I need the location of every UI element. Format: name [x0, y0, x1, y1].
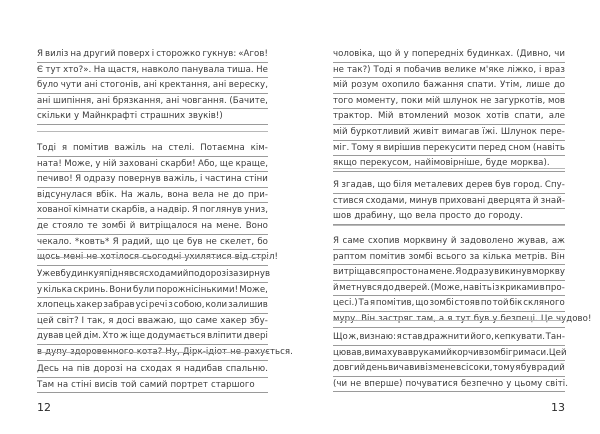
text-line: й метнувся до дверей. (Може, навіть із криками в про-: [333, 281, 565, 297]
text-line: Є тут хто?». На щастя, навколо панувала тиша. Не: [37, 63, 268, 79]
text-line: чоловіка, що й у попередніх будинках. (Дивно, чи: [333, 47, 565, 63]
text-line: де стояло те зомбі й витріщалося на мене. Воно: [37, 219, 268, 235]
paragraph: [333, 47, 565, 172]
paragraph-separator: [37, 131, 268, 132]
paragraph-separator: [333, 225, 565, 226]
text-line: Я виліз на другий поверх і сторожко гукнув: «Агов!: [37, 47, 268, 63]
text-line: Я згадав, що біля металевих дерев був город. Спу-: [333, 178, 565, 194]
paragraph: [333, 234, 592, 328]
text-line: печиво! Я одразу повернув важіль, і частина стіни: [37, 172, 268, 188]
paragraph: [37, 47, 268, 125]
text-line: скільки у Майнкрафті страшних звуків!): [37, 109, 268, 125]
text-line: Уже в будинку я піднявся сходами й по дорозі зазирнув: [37, 267, 268, 283]
text-line: ані шипіння, ані брязкання, ані човгання. (Бачите,: [37, 94, 268, 110]
text-line: Я саме схопив морквину й задоволено жував, аж: [333, 234, 565, 250]
text-line: чекало. *ковть* Я радий, що це був не скелет, бо: [37, 235, 268, 251]
text-line: цей світ? І так, я досі вважаю, що саме хакер збу-: [37, 314, 268, 330]
paragraph: [37, 141, 279, 266]
text-line: шов драбину, що вела просто до городу.: [333, 209, 565, 225]
page-number: 13: [551, 401, 565, 414]
paragraph-separator: [37, 352, 268, 353]
text-line: Десь на пів дорозі на сходах я надибав спальню.: [37, 362, 268, 378]
paragraph-separator: [37, 257, 268, 258]
text-line: дував цей дім. Хто ж іще додумається вліпити двері: [37, 329, 268, 345]
text-line: мій розум охопило бажання спати. Утім, лише до: [333, 78, 565, 94]
paragraph: [37, 267, 293, 361]
text-line: довгий день вичавив із мене всі соки, тому я був радий: [333, 361, 565, 377]
text-line: якщо перекусом, найімовірніше, буде морква).: [333, 156, 565, 172]
text-line: було чути ані стогонів, ані кректання, ані вереску,: [37, 78, 268, 94]
text-line: муру. Він застряг там, а я тут був у безпеці. Це чудово!: [333, 312, 565, 328]
paragraph-separator: [333, 168, 565, 169]
text-line: хованої кімнати скарбів, а надвір. Я поглянув униз,: [37, 203, 268, 219]
text-line: у кілька скринь. Вони були порожнісінькими! Може,: [37, 283, 268, 299]
text-line: не так?) Тоді я побачив велике м'яке ліжко, і враз: [333, 63, 565, 79]
text-line: цесі.) Та я помітив, що зомбі стояв по той бік скляного: [333, 296, 565, 312]
text-line: (чи не вперше) почуватися безпечно у цьому світі.: [333, 377, 565, 393]
page-number: 12: [37, 401, 51, 414]
text-line: відсунулася вбік. На жаль, вона вела не до при-: [37, 188, 268, 204]
text-line: мій буркотливий живіт вимагав їжі. Шлунок пере-: [333, 125, 565, 141]
text-line: Тоді я помітив важіль на стелі. Потаємна кім-: [37, 141, 268, 157]
text-line: міг. Тому я вирішив перекусити перед сном (навіть: [333, 141, 565, 157]
text-line: раптом помітив зомбі всього за кілька метрів. Він: [333, 250, 565, 266]
text-line: Там на стіні висів той самий портрет старшого: [37, 378, 268, 394]
text-line: витріщався просто на мене. Я одразу викинув моркву: [333, 265, 565, 281]
paragraph: [37, 362, 268, 393]
left-page: [37, 0, 293, 434]
paragraph: [333, 178, 565, 225]
text-line: трактор. Мій втомлений мозок хотів спати, але: [333, 109, 565, 125]
text-line: в дупу здоровенного кота? Ну, Дірк-ідіот не рахується.: [37, 345, 268, 361]
text-line: хлопець хакер забрав усі речі з собою, коли залишив: [37, 298, 268, 314]
paragraph-separator: [333, 320, 565, 321]
text-line: цював, вимахував руками й корчив зомбі гримаси. Цей: [333, 346, 565, 362]
text-line: Що ж, визнаю: я став дражнити його, кепкувати. Тан-: [333, 330, 565, 346]
text-line: ната! Може, у ній заховані скарби! Або, ще краще,: [37, 157, 268, 173]
paragraph: [333, 330, 568, 392]
right-page: [333, 0, 592, 434]
text-line: стився сходами, минув приховані дверцята й знай-: [333, 194, 565, 210]
text-line: щось мені не хотілося сьогодні ухилятися від стріл!: [37, 250, 268, 266]
text-line: того моменту, поки мій шлунок не загуркотів, мов: [333, 94, 565, 110]
